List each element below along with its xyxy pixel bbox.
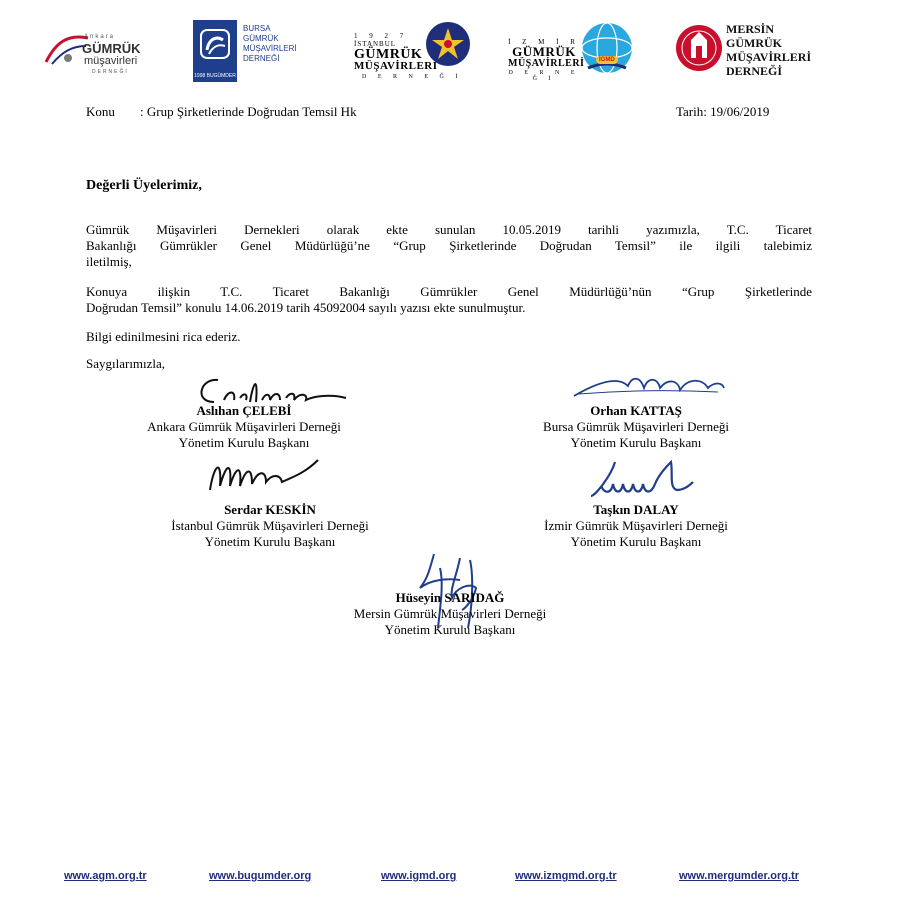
signature-kattas-icon: [568, 372, 728, 402]
signatory-org: İzmir Gümrük Müşavirleri Derneği: [544, 518, 728, 533]
signatory-istanbul: [120, 502, 420, 550]
paragraph-2-line-1: Konuya ilişkin T.C. Ticaret Bakanlığı Gümrükler Genel Müdürlüğü’nün “Grup Şirketlerinde: [86, 284, 812, 299]
ankara-association-logo: [42, 18, 162, 84]
izmir-musavirleri: MÜŞAVİRLERİ: [508, 58, 585, 69]
paragraph-1-line-3: iletilmiş,: [86, 254, 132, 269]
agm-dernegi: DERNEĞİ: [92, 69, 129, 75]
izmir-logo-text: [508, 38, 585, 82]
paragraph-3: Bilgi edinilmesini rica ederiz.: [86, 329, 241, 344]
subject-text: : Grup Şirketlerinde Doğrudan Temsil Hk: [140, 104, 357, 119]
bursa-line3: MÜŞAVİRLERİ: [243, 44, 297, 53]
istanbul-year: 1 9 2 7: [354, 32, 409, 40]
signatory-ankara: [94, 403, 394, 451]
footer-link-igmd[interactable]: www.igmd.org: [381, 870, 457, 882]
paragraph-2-line-2: Doğrudan Temsil” konulu 14.06.2019 tarih 45092004 sayılı yazısı ekte sunulmuştur.: [86, 300, 526, 315]
footer-link-izmgmd[interactable]: www.izmgmd.org.tr: [515, 870, 617, 882]
izmir-city: İ Z M İ R: [508, 38, 580, 46]
paragraph-1-line-1: Gümrük Müşavirleri Dernekleri olarak ekte sunulan 10.05.2019 tarihli yazımızla, T.C. Ticaret: [86, 222, 812, 237]
bursa-line1: BURSA: [243, 24, 271, 33]
bursa-emblem: [193, 20, 237, 82]
izmir-gumruk: GÜMRÜK: [512, 44, 576, 59]
signatory-title: Yönetim Kurulu Başkanı: [178, 435, 310, 450]
document-date: Tarih: 19/06/2019: [676, 104, 770, 119]
signatory-name: Hüseyin SARIDAĞ: [395, 590, 505, 605]
istanbul-musavirleri: MÜŞAVİRLERİ: [354, 60, 438, 72]
footer-link-mergumder[interactable]: www.mergumder.org.tr: [679, 870, 800, 882]
paragraph-1: [86, 222, 812, 270]
mersin-seal-icon: [674, 20, 724, 80]
signatory-bursa: [486, 403, 786, 451]
bursa-association-logo: [193, 18, 305, 84]
signatory-org: Ankara Gümrük Müşavirleri Derneği: [147, 419, 341, 434]
signatory-name: Orhan KATTAŞ: [590, 403, 682, 418]
signatory-title: Yönetim Kurulu Başkanı: [570, 534, 702, 549]
istanbul-dernegi: D E R N E Ğ İ: [362, 74, 463, 80]
izmir-dernegi: D E R N E Ğ İ: [508, 70, 580, 82]
bursa-logo-text: [243, 24, 297, 64]
signatory-mersin: [300, 590, 600, 638]
mersin-line4: DERNEĞİ: [726, 64, 783, 78]
agm-gumruk: GÜMRÜK: [82, 41, 141, 56]
istanbul-association-logo: [352, 18, 474, 84]
footer-link-bugumder[interactable]: www.bugumder.org: [209, 870, 312, 882]
signatory-org: Mersin Gümrük Müşavirleri Derneği: [353, 606, 547, 621]
greeting: Değerli Üyelerimiz,: [86, 178, 202, 193]
subject-label: Konu: [86, 104, 115, 119]
izmir-globe-emblem-icon: [580, 20, 634, 80]
bursa-year: 1998 BUGÜMDER: [194, 73, 236, 79]
signatory-name: Taşkın DALAY: [593, 502, 679, 517]
paragraph-1-line-2: Bakanlığı Gümrükler Genel Müdürlüğü’ne “Grup Şirketlerinde Doğrudan Temsil” ile ilgili talebimiz: [86, 238, 812, 253]
izmir-badge: İGMD: [596, 56, 618, 64]
bursa-emblem-icon: [199, 28, 231, 62]
bursa-line4: DERNEĞİ: [243, 54, 280, 63]
mersin-line3: MÜŞAVİRLERİ: [726, 50, 812, 64]
signatory-org: İstanbul Gümrük Müşavirleri Derneği: [171, 518, 369, 533]
signature-keskin-icon: [200, 450, 330, 500]
signatory-name: Serdar KESKİN: [224, 502, 316, 517]
istanbul-city: İSTANBUL: [354, 40, 397, 48]
mersin-association-logo: [674, 18, 814, 84]
agm-city: Ankara: [84, 34, 116, 40]
signatory-title: Yönetim Kurulu Başkanı: [204, 534, 336, 549]
signatory-name: Aslıhan ÇELEBİ: [196, 403, 292, 418]
signatory-title: Yönetim Kurulu Başkanı: [384, 622, 516, 637]
closing-salutation: Saygılarımızla,: [86, 356, 166, 371]
signatory-title: Yönetim Kurulu Başkanı: [570, 435, 702, 450]
paragraph-2: [86, 284, 812, 316]
agm-musavirleri: müşavirleri: [84, 55, 138, 67]
signatory-org: Bursa Gümrük Müşavirleri Derneği: [543, 419, 729, 434]
izmir-association-logo: [508, 18, 636, 84]
footer-link-agm[interactable]: www.agm.org.tr: [64, 870, 147, 882]
mersin-line2: GÜMRÜK: [726, 36, 782, 50]
bursa-line2: GÜMRÜK: [243, 34, 279, 43]
signature-dalay-icon: [585, 456, 695, 502]
istanbul-gumruk: GÜMRÜK: [354, 47, 423, 62]
mersin-line1: MERSİN: [726, 22, 775, 36]
signatory-izmir: [486, 502, 786, 550]
mersin-logo-text: [726, 22, 811, 78]
istanbul-star-emblem-icon: [424, 20, 472, 68]
